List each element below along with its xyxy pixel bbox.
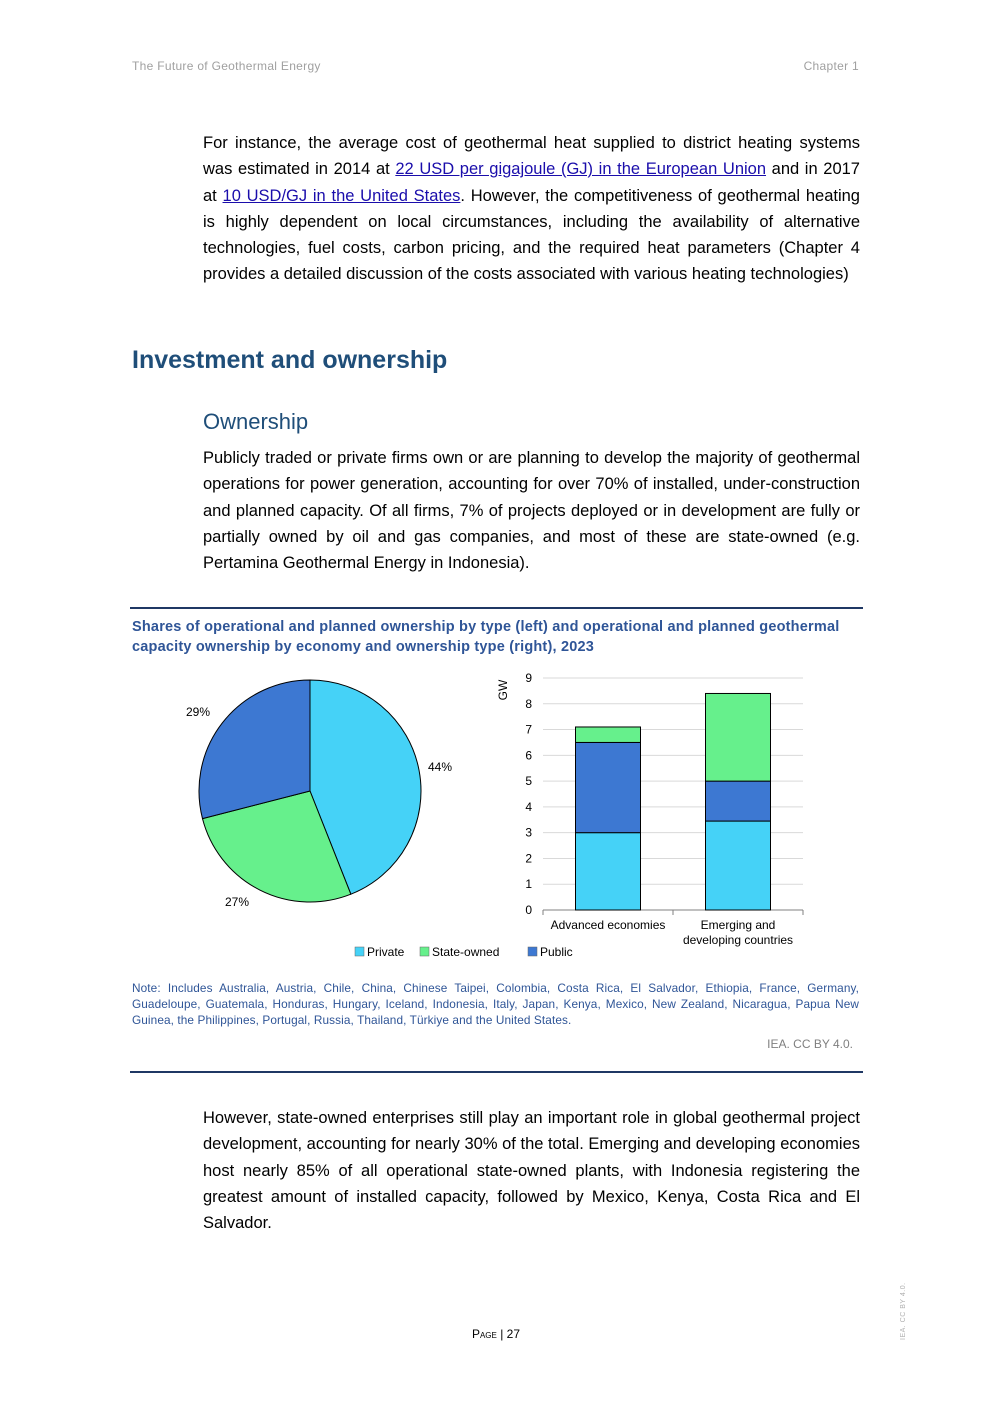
page-number: 27 (506, 1327, 521, 1341)
legend-swatch (355, 947, 364, 956)
figure-title: Shares of operational and planned ownership by type (left) and operational and planned geothermal capacity ownership by economy and ownership type (right), 2023 (132, 619, 840, 655)
side-credit: IEA. CC BY 4.0. (900, 1282, 907, 1340)
figure-bottom-rule (130, 1071, 863, 1073)
us-cost-link[interactable]: 10 USD/GJ in the United States (222, 186, 461, 205)
eu-cost-link[interactable]: 22 USD per gigajoule (GJ) in the European Union (395, 160, 767, 179)
y-tick-label: 7 (525, 722, 532, 737)
subsection-heading: Ownership (203, 409, 309, 434)
y-tick-label: 8 (525, 696, 532, 711)
figure-credit: IEA. CC BY 4.0. (767, 1037, 853, 1051)
running-header-chapter: Chapter 1 (803, 59, 859, 73)
page-label: Page (471, 1327, 497, 1341)
legend-swatch (420, 947, 429, 956)
x-category-label: developing countries (682, 933, 794, 947)
bar-state-owned (706, 693, 771, 781)
intro-text-3: . However, the competitiveness of geothermal heating is highly dependent on local circumstances, including the availability of alternative technologies, fuel costs, carbon pricing, and the required heat parameters (Chapter 4 provides a detailed discussion of the costs associated with various heating technologies) (203, 186, 860, 284)
ownership-pie-chart (150, 665, 480, 925)
page-footer (0, 1327, 992, 1341)
y-tick-label: 2 (525, 851, 532, 866)
figure-note: Note: Includes Australia, Austria, Chile, China, Chinese Taipei, Colombia, Costa Rica, El Salvador, Ethiopia, France, Germany, Guadeloupe, Guatemala, Honduras, Hungary, Iceland, Indonesia, Italy, Japan, Kenya, Mexico, New Zealand, Nicaragua, Papua New Guinea, the Philippines, Portugal, Russia, Thailand, Türkiye and the United States. (132, 981, 859, 1027)
page-separator: | (496, 1327, 507, 1341)
y-tick-label: 5 (525, 774, 532, 789)
x-category-label: Advanced economies (550, 918, 666, 932)
bar-private (576, 833, 641, 910)
intro-paragraph (203, 130, 860, 288)
intro-text-2: and in 2017 at (203, 160, 860, 205)
y-tick-label: 0 (525, 903, 532, 917)
legend-swatch (528, 947, 537, 956)
bar-private (706, 821, 771, 910)
section-heading: Investment and ownership (132, 346, 448, 374)
bar-public (576, 742, 641, 832)
running-header-title: The Future of Geothermal Energy (132, 59, 321, 73)
y-tick-label: 9 (525, 671, 532, 685)
y-tick-label: 6 (525, 748, 532, 763)
x-category-label: Emerging and (700, 918, 776, 932)
legend-label: Private (367, 945, 405, 959)
y-axis-label: GW (496, 679, 510, 701)
bar-public (706, 781, 771, 821)
bar-state-owned (576, 727, 641, 742)
y-tick-label: 4 (525, 799, 532, 814)
intro-text-1: For instance, the average cost of geothermal heat supplied to district heating systems was estimated in 2014 at (203, 134, 860, 179)
y-tick-label: 1 (525, 877, 532, 892)
ownership-paragraph: Publicly traded or private firms own or are planning to develop the majority of geothermal operations for power generation, accounting for over 70% of installed, under-construction and planned capacity. Of all firms, 7% of projects deployed or in development are fully or partially owned by oil and gas companies, and most of these are state-owned (e.g. Pertamina Geothermal Energy in Indonesia). (203, 449, 860, 573)
figure-top-rule (130, 607, 863, 609)
closing-paragraph: However, state-owned enterprises still play an important role in global geothermal project development, accounting for nearly 30% of the total. Emerging and developing economies host nearly 85% of all operational state-owned plants, with Indonesia registering the greatest amount of installed capacity, followed by Mexico, Kenya, Costa Rica and El Salvador. (203, 1109, 860, 1233)
legend-label: Public (540, 945, 573, 959)
pie-value-label: 44% (428, 760, 453, 774)
pie-value-label: 27% (225, 895, 250, 909)
pie-value-label: 29% (186, 705, 211, 719)
legend-label: State-owned (432, 945, 500, 959)
y-tick-label: 3 (525, 825, 532, 840)
